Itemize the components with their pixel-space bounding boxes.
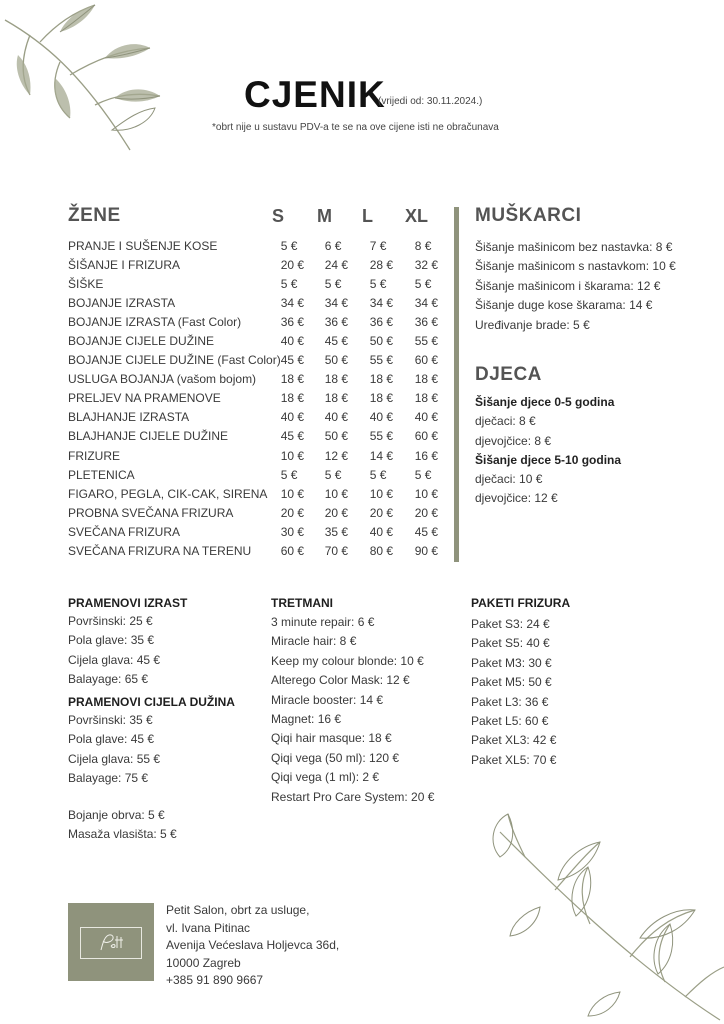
list-item: Površinski: 35 € — [68, 713, 153, 727]
list-item: Qiqi hair masque: 18 € — [271, 731, 392, 746]
zene-price-table — [66, 236, 460, 561]
price-cell: 60 € — [414, 353, 439, 368]
list-item: Alterego Color Mask: 12 € — [271, 673, 410, 688]
list-item: Paket L5: 60 € — [471, 714, 549, 729]
price-cell: 5 € — [414, 467, 432, 482]
price-cell: 35 € — [324, 524, 349, 539]
price-cell: 60 € — [280, 544, 305, 559]
table-row — [66, 293, 460, 312]
price-cell: 5 € — [369, 467, 387, 482]
size-header-xl: XL — [405, 206, 429, 226]
price-cell: 40 € — [414, 410, 439, 425]
muskarci-heading: MUŠKARCI — [475, 205, 582, 226]
valid-from-date: (vrijedi od: 30.11.2024.) — [378, 96, 483, 107]
service-name: BLAJHANJE CIJELE DUŽINE — [68, 429, 229, 444]
ostalo-list — [68, 806, 177, 845]
pramenovi-duzina-list — [68, 711, 160, 789]
list-item: Šišanje mašinicom bez nastavka: 8 € — [475, 240, 673, 254]
service-name: BLAJHANJE IZRASTA — [68, 410, 190, 425]
price-cell: 6 € — [324, 238, 342, 253]
list-item: Paket S5: 40 € — [471, 636, 550, 651]
list-item: Pola glave: 45 € — [68, 732, 155, 747]
price-cell: 20 € — [280, 257, 305, 272]
footer-line: vl. Ivana Pitinac — [166, 920, 251, 935]
list-item: Paket XL3: 42 € — [471, 733, 557, 748]
list-item: Miracle hair: 8 € — [271, 634, 357, 649]
list-item: djevojčice: 8 € — [475, 433, 552, 448]
price-cell: 8 € — [414, 238, 432, 253]
price-cell: 5 € — [324, 467, 342, 482]
list-item: Masaža vlasišta: 5 € — [68, 827, 177, 842]
leaf-branch-top-icon — [0, 0, 170, 160]
table-row — [66, 522, 460, 541]
price-cell: 34 € — [324, 295, 349, 310]
price-cell: 40 € — [280, 334, 305, 349]
price-cell: 36 € — [324, 314, 349, 329]
service-name: BOJANJE CIJELE DUŽINE — [68, 334, 215, 349]
service-name: BOJANJE IZRASTA (Fast Color) — [68, 314, 242, 329]
price-cell: 16 € — [414, 448, 439, 463]
list-item: djevojčice: 12 € — [475, 491, 558, 506]
service-name: SVEČANA FRIZURA NA TERENU — [68, 544, 252, 559]
table-row — [66, 484, 460, 503]
size-header-l: L — [362, 206, 373, 226]
footer-line: 10000 Zagreb — [166, 955, 241, 970]
leaf-branch-bottom-icon — [480, 812, 724, 1024]
list-item: Površinski: 25 € — [68, 614, 153, 628]
price-cell: 18 € — [369, 391, 394, 406]
list-item: 3 minute repair: 6 € — [271, 615, 375, 629]
list-item: Balayage: 75 € — [68, 771, 149, 786]
price-cell: 20 € — [324, 505, 349, 520]
price-cell: 7 € — [369, 238, 387, 253]
service-name: BOJANJE IZRASTA — [68, 295, 176, 310]
vat-note: *obrt nije u sustavu PDV-a te se na ove cijene isti ne obračunava — [212, 122, 499, 133]
price-cell: 10 € — [414, 486, 439, 501]
price-cell: 55 € — [369, 353, 394, 368]
tretmani-heading: TRETMANI — [271, 596, 333, 610]
price-cell: 40 € — [369, 524, 394, 539]
pramenovi-duzina-heading: PRAMENOVI CIJELA DUŽINA — [68, 695, 235, 709]
price-cell: 20 € — [369, 505, 394, 520]
logo-frame — [80, 927, 142, 959]
price-cell: 5 € — [280, 238, 298, 253]
logo-script-icon — [81, 928, 141, 958]
price-cell: 12 € — [324, 448, 349, 463]
list-item: Šišanje duge kose škarama: 14 € — [475, 298, 653, 313]
price-cell: 28 € — [369, 257, 394, 272]
list-item: Balayage: 65 € — [68, 672, 149, 687]
price-cell: 36 € — [280, 314, 305, 329]
table-row — [66, 503, 460, 522]
price-cell: 10 € — [280, 486, 305, 501]
table-row — [66, 370, 460, 389]
price-cell: 10 € — [324, 486, 349, 501]
price-cell: 34 € — [280, 295, 305, 310]
list-item: Magnet: 16 € — [271, 712, 342, 727]
list-item: Paket XL5: 70 € — [471, 752, 557, 767]
list-item: Cijela glava: 55 € — [68, 751, 161, 766]
price-cell: 20 € — [280, 505, 305, 520]
price-cell: 18 € — [369, 372, 394, 387]
price-cell: 5 € — [280, 467, 298, 482]
price-cell: 10 € — [280, 448, 305, 463]
price-cell: 80 € — [369, 544, 394, 559]
table-row — [66, 274, 460, 293]
price-cell: 5 € — [369, 276, 387, 291]
price-cell: 45 € — [280, 429, 305, 444]
table-row — [66, 331, 460, 350]
price-cell: 32 € — [414, 257, 439, 272]
table-row — [66, 542, 460, 561]
list-item: Restart Pro Care System: 20 € — [271, 789, 435, 804]
price-cell: 50 € — [324, 353, 349, 368]
price-cell: 50 € — [324, 429, 349, 444]
price-cell: 34 € — [414, 295, 439, 310]
price-cell: 5 € — [414, 276, 432, 291]
price-cell: 60 € — [414, 429, 439, 444]
list-item: Uređivanje brade: 5 € — [475, 317, 590, 332]
price-cell: 18 € — [324, 372, 349, 387]
list-item: Šišanje mašinicom i škarama: 12 € — [475, 278, 661, 293]
price-cell: 18 € — [280, 372, 305, 387]
price-cell: 30 € — [280, 524, 305, 539]
price-cell: 5 € — [280, 276, 298, 291]
price-cell: 5 € — [324, 276, 342, 291]
paketi-list — [471, 615, 556, 770]
petit-salon-logo — [68, 903, 154, 981]
price-cell: 40 € — [280, 410, 305, 425]
footer-line: Petit Salon, obrt za usluge, — [166, 903, 310, 917]
price-cell: 14 € — [369, 448, 394, 463]
price-cell: 34 € — [369, 295, 394, 310]
price-cell: 36 € — [369, 314, 394, 329]
footer-address — [166, 902, 339, 990]
paketi-heading: PAKETI FRIZURA — [471, 596, 571, 610]
pramenovi-izrast-heading: PRAMENOVI IZRAST — [68, 596, 188, 610]
muskarci-list — [475, 238, 676, 335]
price-cell: 45 € — [280, 353, 305, 368]
price-cell: 45 € — [414, 524, 439, 539]
list-item: Qiqi vega (1 ml): 2 € — [271, 770, 380, 785]
service-name: FRIZURE — [68, 448, 120, 463]
price-cell: 50 € — [369, 334, 394, 349]
service-name: SVEČANA FRIZURA — [68, 524, 181, 539]
price-cell: 45 € — [324, 334, 349, 349]
price-cell: 18 € — [324, 391, 349, 406]
footer-phone: +385 91 890 9667 — [166, 973, 264, 987]
price-cell: 24 € — [324, 257, 349, 272]
list-item: Paket M3: 30 € — [471, 655, 552, 670]
table-row — [66, 465, 460, 484]
service-name: USLUGA BOJANJA (vašom bojom) — [68, 372, 257, 387]
djeca-heading: DJECA — [475, 364, 542, 385]
service-name: FIGARO, PEGLA, CIK-CAK, SIRENA — [68, 486, 268, 501]
list-item: Paket L3: 36 € — [471, 694, 549, 709]
page-title: CJENIK — [244, 74, 386, 115]
price-cell: 90 € — [414, 544, 439, 559]
price-cell: 18 € — [414, 391, 439, 406]
list-item: dječaci: 10 € — [475, 472, 543, 487]
service-name: PRELJEV NA PRAMENOVE — [68, 391, 221, 406]
table-row — [66, 351, 460, 370]
price-cell: 40 € — [369, 410, 394, 425]
price-cell: 40 € — [324, 410, 349, 425]
list-item: Bojanje obrva: 5 € — [68, 808, 165, 822]
zene-heading: ŽENE — [68, 205, 121, 226]
service-name: BOJANJE CIJELE DUŽINE (Fast Color) — [68, 353, 281, 368]
list-item: Keep my colour blonde: 10 € — [271, 653, 424, 668]
price-cell: 70 € — [324, 544, 349, 559]
service-name: ŠIŠKE — [68, 276, 104, 291]
price-cell: 18 € — [414, 372, 439, 387]
price-cell: 55 € — [414, 334, 439, 349]
list-item: Paket M5: 50 € — [471, 675, 552, 690]
service-name: PROBNA SVEČANA FRIZURA — [68, 505, 234, 520]
djeca-list — [475, 393, 621, 509]
list-item: Paket S3: 24 € — [471, 617, 550, 631]
pramenovi-izrast-list — [68, 612, 160, 690]
price-cell: 18 € — [280, 391, 305, 406]
table-row — [66, 312, 460, 331]
list-item: Miracle booster: 14 € — [271, 692, 384, 707]
footer-line: Avenija Većeslava Holjevca 36d, — [166, 938, 340, 952]
list-item: Šišanje mašinicom s nastavkom: 10 € — [475, 259, 676, 274]
list-item: Cijela glava: 45 € — [68, 652, 161, 667]
price-cell: 20 € — [414, 505, 439, 520]
table-row — [66, 389, 460, 408]
table-row — [66, 427, 460, 446]
service-name: ŠIŠANJE I FRIZURA — [68, 257, 181, 272]
tretmani-list — [271, 613, 434, 807]
price-cell: 36 € — [414, 314, 439, 329]
list-item: Qiqi vega (50 ml): 120 € — [271, 750, 400, 765]
table-row — [66, 236, 460, 255]
table-row — [66, 255, 460, 274]
price-cell: 55 € — [369, 429, 394, 444]
size-header-s: S — [272, 206, 285, 226]
table-row — [66, 408, 460, 427]
price-cell: 10 € — [369, 486, 394, 501]
djeca-group-title: Šišanje djece 0-5 godina — [475, 395, 615, 409]
vertical-divider — [454, 207, 459, 562]
table-row — [66, 446, 460, 465]
list-item: Pola glave: 35 € — [68, 633, 155, 648]
djeca-group-title: Šišanje djece 5-10 godina — [475, 452, 622, 467]
service-name: PRANJE I SUŠENJE KOSE — [68, 238, 218, 253]
service-name: PLETENICA — [68, 467, 135, 482]
size-header-m: M — [317, 206, 332, 226]
list-item: dječaci: 8 € — [475, 414, 536, 429]
